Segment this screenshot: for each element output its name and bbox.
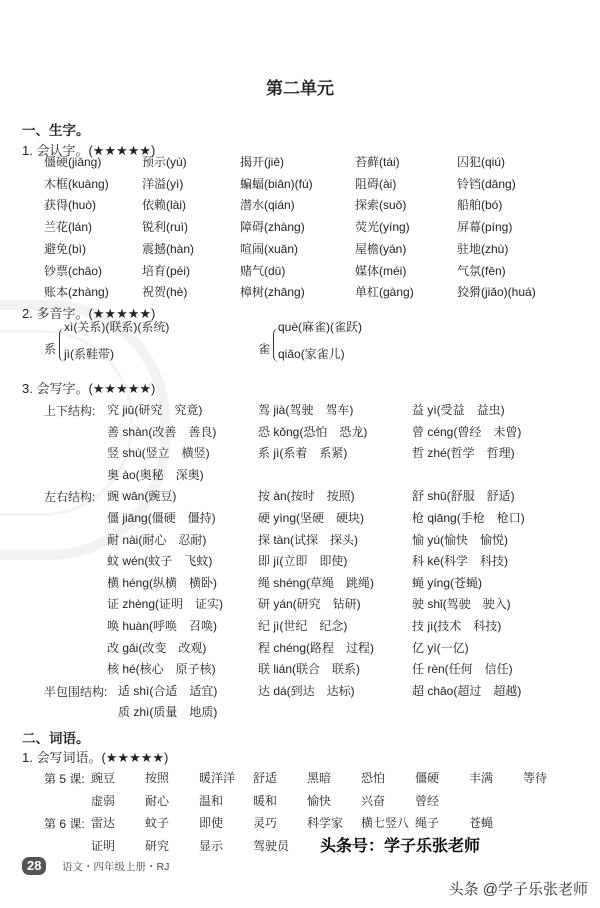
character-item: 苔藓(tái) xyxy=(355,155,400,169)
overlay-watermark: 头条号：学子乐张老师 xyxy=(320,838,481,855)
polyphone-char: 系 xyxy=(44,342,57,356)
structure-label: 上下结构: xyxy=(44,404,96,418)
word-item: 曾经 xyxy=(415,793,440,808)
character-item: 洋溢(yì) xyxy=(142,176,184,191)
character-item: 震撼(hàn) xyxy=(142,241,195,256)
write-char-item: 曾 céng(曾经 未曾) xyxy=(412,424,522,439)
character-item: 预示(yù) xyxy=(142,155,187,169)
word-item: 等待 xyxy=(523,771,548,785)
section-heading-characters: 一、生字。 xyxy=(22,123,90,138)
word-item: 兴奋 xyxy=(361,793,386,808)
write-char-item: 质 zhì(质量 地质) xyxy=(118,705,218,720)
write-char-item: 改 gǎi(改变 改观) xyxy=(107,640,207,655)
polyphone-reading: xì(关系)(联系)(系统) xyxy=(64,320,170,334)
word-item: 雷达 xyxy=(91,816,116,830)
character-item: 获得(huò) xyxy=(44,198,97,213)
write-char-item: 哲 zhé(哲学 哲理) xyxy=(412,446,515,461)
word-item: 苍蝇 xyxy=(469,816,494,830)
write-char-item: 豌 wān(豌豆) xyxy=(107,489,177,504)
polyphone-char: 雀 xyxy=(258,342,271,356)
word-item: 灵巧 xyxy=(253,816,278,830)
character-item: 探索(suǒ) xyxy=(355,198,407,213)
word-item: 蚊子 xyxy=(145,816,170,830)
word-item: 虚弱 xyxy=(91,793,116,808)
word-item: 绳子 xyxy=(415,816,440,830)
page-title: 第二单元 xyxy=(266,79,334,99)
character-item: 屏幕(píng) xyxy=(457,220,513,235)
word-item: 僵硬 xyxy=(415,771,440,785)
character-item: 障碍(zhàng) xyxy=(240,220,305,235)
word-item: 研究 xyxy=(145,838,170,853)
write-char-item: 证 zhèng(证明 证实) xyxy=(107,597,224,612)
section-heading-words: 二、词语。 xyxy=(22,731,90,746)
write-char-item: 系 jì(系着 系紧) xyxy=(258,446,348,461)
character-item: 气氛(fēn) xyxy=(457,263,506,278)
character-item: 喧闹(xuān) xyxy=(240,241,299,256)
write-char-item: 奥 ào(奥秘 深奥) xyxy=(107,467,204,482)
character-item: 揭开(jiē) xyxy=(240,155,284,169)
character-item: 兰花(lán) xyxy=(44,220,93,235)
word-item: 豌豆 xyxy=(91,771,116,785)
word-item: 暖和 xyxy=(253,793,278,808)
structure-label: 左右结构: xyxy=(44,490,96,505)
write-char-item: 绳 shéng(草绳 跳绳) xyxy=(258,575,375,590)
word-item: 科学家 xyxy=(307,816,344,830)
character-item: 船舶(bó) xyxy=(457,198,503,213)
character-item: 荧光(yíng) xyxy=(355,220,410,235)
character-item: 驻地(zhù) xyxy=(457,241,509,256)
word-item: 证明 xyxy=(91,838,116,853)
write-char-item: 驾 jià(驾驶 驾车) xyxy=(258,403,354,417)
write-char-item: 硬 yìng(坚硬 硬块) xyxy=(258,511,365,525)
write-char-item: 探 tàn(试探 探头) xyxy=(258,532,359,547)
write-char-item: 蝇 yíng(苍蝇) xyxy=(412,575,483,590)
write-char-item: 枪 qiāng(手枪 枪口) xyxy=(412,511,525,525)
character-item: 避免(bì) xyxy=(44,241,87,256)
write-char-item: 达 dá(到达 达标) xyxy=(258,683,355,698)
lesson-label: 第 5 课: xyxy=(44,772,85,786)
lesson-label: 第 6 课: xyxy=(44,817,85,831)
write-char-item: 竖 shù(竖立 横竖) xyxy=(107,446,210,461)
character-item: 屋檐(yán) xyxy=(355,241,407,256)
word-item: 黑暗 xyxy=(307,771,332,785)
write-char-item: 究 jiū(研究 究竟) xyxy=(107,403,203,417)
word-item: 耐心 xyxy=(145,793,170,808)
word-item: 愉快 xyxy=(307,793,332,808)
write-char-item: 超 chāo(超过 超越) xyxy=(412,683,522,698)
word-item: 驾驶员 xyxy=(253,838,290,853)
character-item: 僵硬(jiāng) xyxy=(44,155,102,169)
write-char-item: 即 jí(立即 即使) xyxy=(258,554,348,569)
write-char-item: 舒 shū(舒服 舒适) xyxy=(412,489,515,504)
character-item: 单杠(gàng) xyxy=(355,285,414,300)
page-number-badge: 28 xyxy=(22,857,46,875)
write-char-item: 蚊 wén(蚊子 飞蚊) xyxy=(107,554,213,569)
write-char-item: 按 àn(按时 按照) xyxy=(258,489,355,504)
write-char-item: 纪 jì(世纪 纪念) xyxy=(258,619,348,633)
write-char-item: 耐 nài(耐心 忍耐) xyxy=(107,532,207,547)
word-item: 舒适 xyxy=(253,771,278,785)
character-item: 樟树(zhāng) xyxy=(240,285,305,300)
word-item: 暖洋洋 xyxy=(199,771,236,785)
character-item: 媒体(méi) xyxy=(355,263,407,278)
polyphone-reading: jì(系鞋带) xyxy=(64,347,114,361)
write-char-item: 联 lián(联合 联系) xyxy=(258,662,361,677)
character-item: 钞票(chāo) xyxy=(44,263,103,278)
write-char-item: 唤 huàn(呼唤 召唤) xyxy=(107,619,218,633)
word-item: 按照 xyxy=(145,771,170,785)
write-char-item: 横 héng(纵横 横卧) xyxy=(107,575,218,590)
write-char-item: 程 chéng(路程 过程) xyxy=(258,640,375,655)
polyphone-reading: qiǎo(家雀儿) xyxy=(278,347,345,361)
polyphone-heading: 2. 多音字。(★★★★★) xyxy=(22,306,156,321)
character-item: 蝙蝠(biān)(fú) xyxy=(240,176,313,191)
write-char-item: 驶 shǐ(驾驶 驶入) xyxy=(412,597,511,612)
character-item: 木框(kuàng) xyxy=(44,176,109,191)
character-item: 锐利(ruì) xyxy=(142,220,188,235)
character-item: 依赖(lài) xyxy=(142,198,186,213)
structure-label: 半包围结构: xyxy=(44,684,108,699)
character-item: 赌气(dǔ) xyxy=(240,263,286,278)
word-item: 恐怕 xyxy=(361,771,386,785)
write-char-item: 任 rèn(任何 信任) xyxy=(412,662,513,677)
word-item: 丰满 xyxy=(469,771,494,785)
word-item: 即使 xyxy=(199,816,224,830)
write-char-item: 科 kē(科学 科技) xyxy=(412,554,509,569)
word-item: 横七竖八 xyxy=(361,816,410,830)
character-item: 狡猾(jiǎo)(huá) xyxy=(457,285,536,300)
write-chars-heading: 3. 会写字。(★★★★★) xyxy=(22,381,156,396)
character-item: 账本(zhàng) xyxy=(44,285,109,300)
word-item: 温和 xyxy=(199,793,224,808)
character-item: 阻碍(ài) xyxy=(355,176,397,191)
character-item: 祝贺(hè) xyxy=(142,285,188,300)
character-item: 培育(péi) xyxy=(142,263,191,278)
write-words-heading: 1. 会写词语。(★★★★★) xyxy=(22,750,169,765)
write-char-item: 僵 jiāng(僵硬 僵持) xyxy=(107,511,216,525)
write-char-item: 研 yán(研究 钻研) xyxy=(258,597,361,612)
corner-watermark: 头条 @学子乐张老师 xyxy=(448,881,588,898)
write-char-item: 亿 yì(一亿) xyxy=(412,640,469,655)
write-char-item: 适 shì(合适 适宜) xyxy=(118,683,218,698)
character-item: 潜水(qián) xyxy=(240,198,295,213)
polyphone-reading: què(麻雀)(雀跃) xyxy=(278,320,363,334)
write-char-item: 恐 kǒng(恐怕 恐龙) xyxy=(258,424,368,439)
write-char-item: 善 shàn(改善 善良) xyxy=(107,424,217,439)
character-item: 铃铛(dāng) xyxy=(457,176,516,191)
write-char-item: 技 jì(技术 科技) xyxy=(412,619,502,633)
write-char-item: 益 yì(受益 益虫) xyxy=(412,403,505,417)
character-item: 囚犯(qiú) xyxy=(457,155,506,169)
write-char-item: 愉 yú(愉快 愉悦) xyxy=(412,532,509,547)
recognize-heading: 1. 会认字。(★★★★★) xyxy=(22,143,156,158)
book-info: 语文・四年级上册・RJ xyxy=(62,861,170,873)
write-char-item: 核 hé(核心 原子核) xyxy=(107,662,216,677)
word-item: 显示 xyxy=(199,838,224,853)
